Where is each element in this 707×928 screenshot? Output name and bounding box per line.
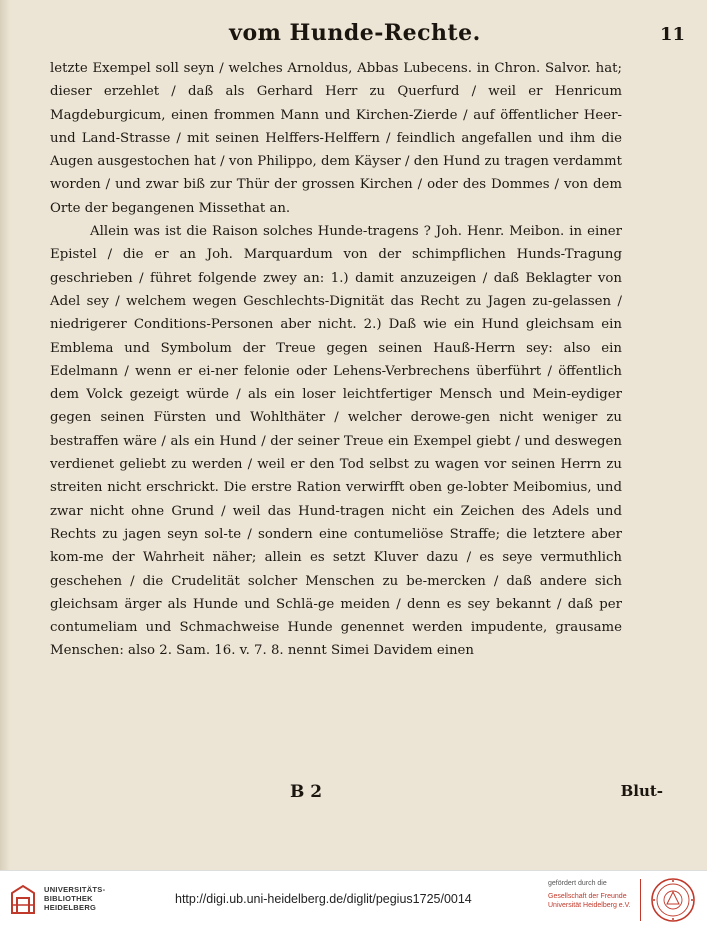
institution-line: HEIDELBERG	[44, 903, 97, 912]
page-number: 11	[659, 24, 685, 45]
university-library-logo-icon[interactable]	[8, 883, 38, 917]
paragraph-1: letzte Exempel soll seyn / welches Arnoldus, Abbas Lubecens. in Chron. Salvor. hat; dieser erzehlet / daß als Gerhard Herr zu Querfurd / weil er Henricum Magdeburgicum, einen frommen Mann und Kirchen-Zierde / auf öffentlicher Heer- und Land-Strasse / mit seinen Helffers-Helffern / feindlich angefallen und ihm die Augen ausgestochen hat / von Philippo, dem Käyser / den Hund zu tragen verdammt worden / und zwar biß zur Thür der grossen Kirchen / oder des Dommes / von dem Orte der begangenen Missethat an.	[50, 61, 622, 216]
paragraph-2: Allein was ist die Raison solches Hunde-tragens ? Joh. Henr. Meibon. in einer Epistel / die er an Joh. Marquardum von der schimpflichen Hunds-Tragung geschrieben / führet folgende zwey an: 1.) damit anzuzeigen / daß Beklagter von Adel sey / welchem wegen Geschlechts-Dignität das Recht zu Jagen zu-gelassen / niedrigerer Conditions-Personen aber nicht. 2.) Daß wie ein Hund gleichsam ein Emblema und Symbolum der Treue gegen seinen Hauß-Herrn sey: also ein Edelmann / wenn er ei-ner felonie oder Lehens-Verbrechens überführt / öffentlich dem Volck gezeigt würde / als ein loser leichtfertiger Mensch und Mein-eydiger gegen seinen Fürsten und Wohlthäter / welcher derowe-gen nicht weniger zu bestraffen wäre / als ein Hund / der seiner Treue ein Exempel giebt / und deswegen verdienet geliebt zu werden / weil er den Tod selbst zu wagen vor seinen Herrn zu streiten nicht erschrickt. Die erstre Ration verwirfft oben ge-lobter Meibomius, und zwar nicht ohne Grund / weil das Hund-tragen nicht ein Zeichen des Adels und Rechts zu jagen seyn sol-te / sondern eine contumeliöse Straffe; die letztere aber kom-me der Wahrheit näher; allein es setzt Kluver dazu / es seye vermuthlich geschehen / die Crudelität solcher Menschen zu be-mercken / daß andere sich gleichsam ärger als Hunde und Schlä-ge meiden / denn es sey bekannt / daß per contumeliam und Schmachweise Hunde genennet werden impudente, grausame Menschen: also 2. Sam. 16. v. 7. 8. nennt Simei Davidem einen	[50, 224, 622, 659]
catchword: Blut-	[620, 782, 663, 800]
page-header	[55, 14, 695, 54]
running-title: vom Hunde-Rechte.	[229, 20, 481, 46]
viewer-footer	[0, 870, 707, 928]
permalink-url[interactable]: http://digi.ub.uni-heidelberg.de/diglit/pegius1725/0014	[175, 892, 472, 906]
sponsor-label: gefördert durch die	[548, 880, 607, 887]
signature-mark: B 2	[290, 782, 323, 802]
sponsor-org-line-2: Universität Heidelberg e.V.	[548, 902, 631, 909]
institution-name[interactable]	[44, 885, 105, 912]
page-edge-shadow	[0, 0, 10, 870]
institution-line: UNIVERSITÄTS-	[44, 885, 106, 894]
body-text	[50, 57, 622, 663]
university-seal-icon[interactable]	[650, 877, 696, 923]
sponsor-credit[interactable]	[548, 879, 648, 910]
sponsor-org-line-1: Gesellschaft der Freunde	[548, 893, 627, 900]
sponsor-divider	[640, 879, 641, 921]
institution-line: BIBLIOTHEK	[44, 894, 93, 903]
